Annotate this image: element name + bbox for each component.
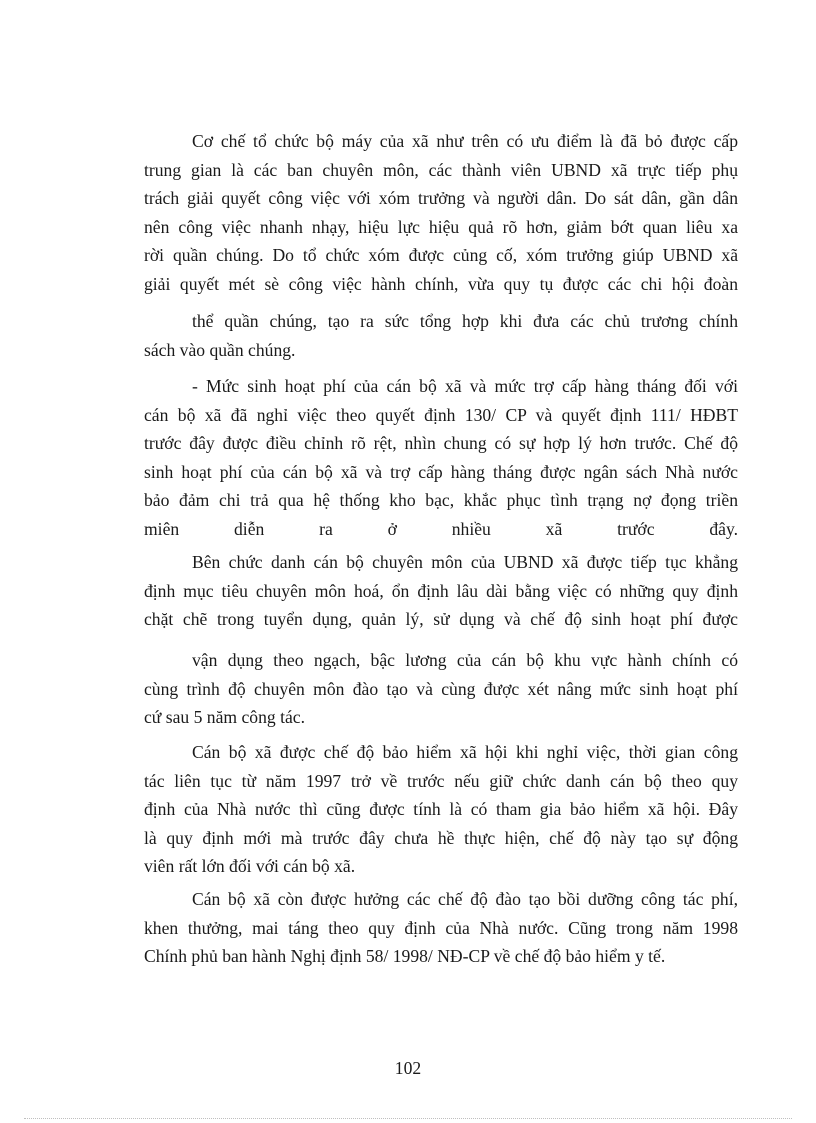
text-line: trước đây được điều chỉnh rõ rệt, nhìn chung có sự hợp lý hơn trước. Chế độ — [144, 433, 738, 454]
text-line: chặt chẽ trong tuyển dụng, quản lý, sử dụng và chế độ sinh hoạt phí được — [144, 609, 738, 630]
text-line: khen thưởng, mai táng theo quy định của Nhà nước. Cũng trong năm 1998 — [144, 917, 738, 938]
text-line: thể quần chúng, tạo ra sức tổng hợp khi đưa các chủ trương chính — [192, 311, 738, 331]
text-line: bảo đảm chi trả qua hệ thống kho bạc, khắc phục tình trạng nợ đọng triền — [144, 490, 738, 511]
text-line: vận dụng theo ngạch, bậc lương của cán bộ khu vực hành chính có — [192, 650, 738, 670]
paragraph-7 — [144, 885, 738, 971]
text-line: viên rất lớn đối với cán bộ xã. — [144, 856, 356, 877]
text-line: cán bộ xã đã nghỉ việc theo quyết định 130/ CP và quyết định 111/ HĐBT — [144, 404, 738, 425]
paragraph-1 — [144, 127, 738, 299]
text-line: là quy định mới mà trước đây chưa hề thực hiện, chế độ này tạo sự động — [144, 827, 738, 848]
text-line: rời quần chúng. Do tổ chức xóm được củng cố, xóm trưởng giúp UBND xã — [144, 245, 738, 266]
text-line: cứ sau 5 năm công tác. — [144, 707, 305, 728]
text-line: nên công việc nhanh nhạy, hiệu lực hiệu quả rõ hơn, giảm bớt quan liêu xa — [144, 216, 738, 237]
paragraph-2 — [144, 307, 738, 364]
paragraph-5 — [144, 646, 738, 732]
text-line: cùng trình độ chuyên môn đào tạo và cùng được xét nâng mức sinh hoạt phí — [144, 678, 738, 699]
page-number: 102 — [394, 1058, 422, 1078]
text-line: Cán bộ xã còn được hưởng các chế độ đào tạo bồi dưỡng công tác phí, — [192, 889, 738, 909]
paragraph-4 — [144, 548, 738, 634]
text-line: Cán bộ xã được chế độ bảo hiểm xã hội khi nghỉ việc, thời gian công — [192, 742, 738, 762]
text-line: Chính phủ ban hành Nghị định 58/ 1998/ NĐ-CP về chế độ bảo hiểm y tế. — [144, 946, 666, 967]
text-line: - Mức sinh hoạt phí của cán bộ xã và mức trợ cấp hàng tháng đối với — [192, 376, 738, 396]
text-line: định của Nhà nước thì cũng được tính là có tham gia bảo hiểm xã hội. Đây — [144, 799, 738, 820]
text-line: miên diễn ra ở nhiều xã trước đây. — [144, 518, 738, 539]
text-line: giải quyết mét sè công việc hành chính, vừa quy tụ được các chi hội đoàn — [144, 273, 738, 294]
text-line: định mục tiêu chuyên môn hoá, ổn định lâu dài bằng việc có những quy định — [144, 580, 738, 601]
text-line: trung gian là các ban chuyên môn, các thành viên UBND xã trực tiếp phụ — [144, 159, 738, 180]
text-line: trách giải quyết công việc với xóm trưởng và người dân. Do sát dân, gần dân — [144, 188, 738, 209]
text-line: sinh hoạt phí của cán bộ xã và trợ cấp hàng tháng được ngân sách Nhà nước — [144, 461, 738, 482]
text-line: sách vào quần chúng. — [144, 339, 296, 360]
text-line: Bên chức danh cán bộ chuyên môn của UBND xã được tiếp tục khẳng — [192, 552, 738, 572]
paragraph-6 — [144, 738, 738, 881]
text-line: tác liên tục từ năm 1997 trở về trước nếu giữ chức danh cán bộ theo quy — [144, 770, 738, 791]
paragraph-3 — [144, 372, 738, 544]
text-line: Cơ chế tổ chức bộ máy của xã như trên có ưu điểm là đã bỏ được cấp — [192, 131, 738, 151]
page-bottom-rule — [24, 1118, 792, 1119]
